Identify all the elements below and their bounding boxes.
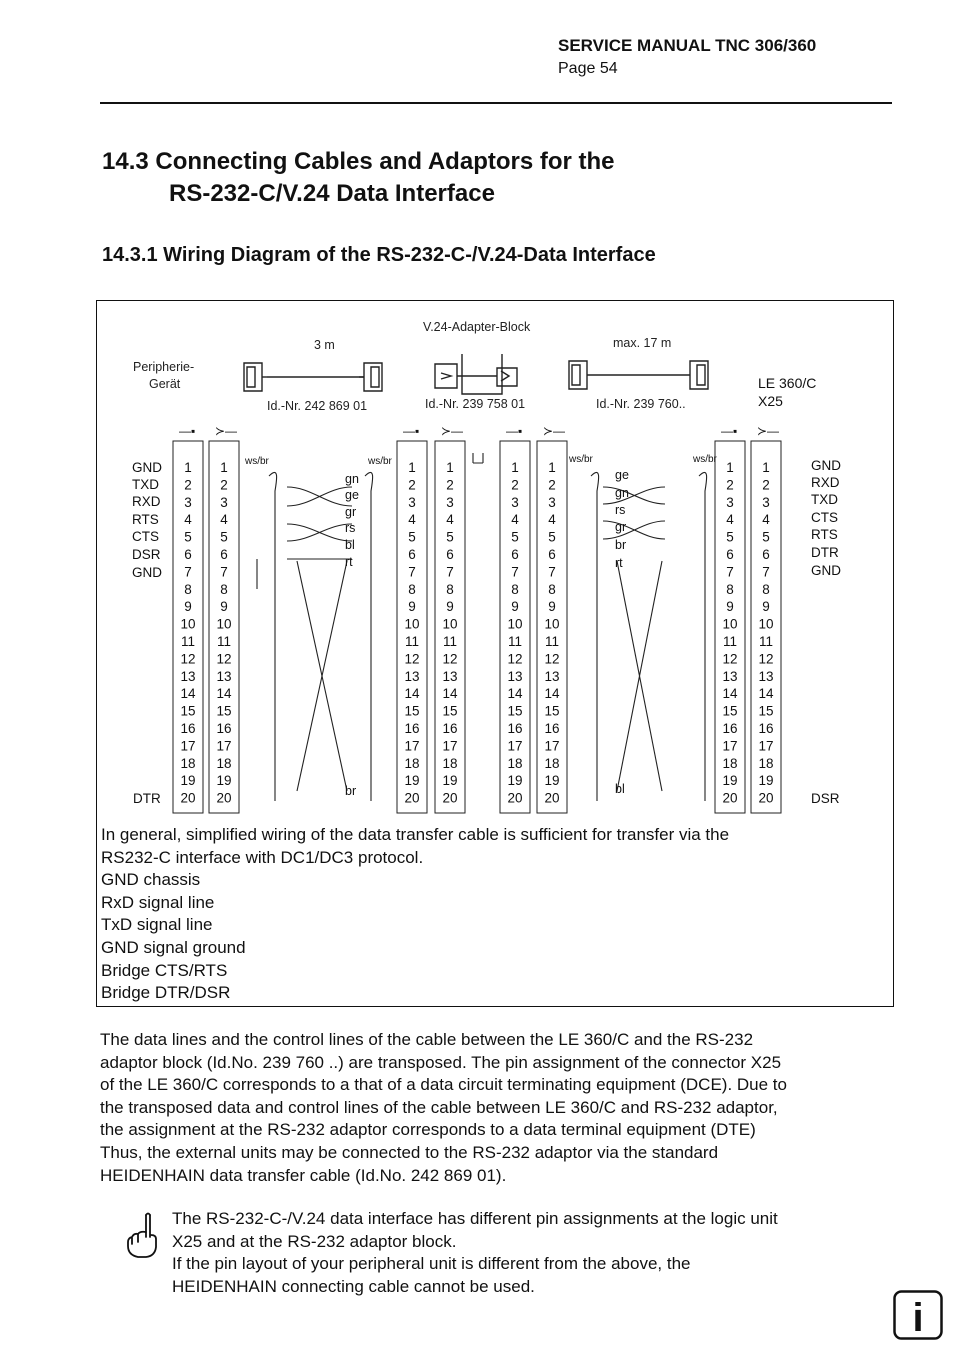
pin-number: 8 — [184, 581, 192, 597]
pin-number: 17 — [442, 738, 458, 754]
left-signal-names — [132, 460, 162, 806]
left-signal: TXD — [132, 477, 159, 492]
pin-number: 17 — [180, 738, 196, 754]
pin-number: 5 — [726, 529, 734, 545]
wire-color-left: bl — [345, 538, 355, 552]
bottom-wire-right: bl — [615, 782, 625, 796]
pin-number: 20 — [758, 790, 774, 806]
pin-number: 15 — [404, 703, 420, 719]
shield-label: ws/br — [569, 454, 593, 465]
pin-number: 14 — [404, 686, 420, 702]
pin-number: 4 — [762, 512, 770, 528]
pin-number: 18 — [404, 755, 420, 771]
pin-number: 9 — [762, 599, 770, 615]
note-line: In general, simplified wiring of the data transfer cable is sufficient for transfer via the — [101, 825, 730, 844]
pin-number: 19 — [507, 773, 523, 789]
pin-number: 3 — [762, 494, 770, 510]
pin-number: 17 — [758, 738, 774, 754]
pin-number: 9 — [726, 599, 734, 615]
page-number: Page 54 — [558, 60, 618, 77]
pin-number: 3 — [446, 494, 454, 510]
pin-number: 9 — [220, 599, 228, 615]
pin-number: 4 — [726, 512, 734, 528]
pin-number: 13 — [404, 668, 420, 684]
pin-number: 2 — [548, 477, 556, 493]
pin-number: 6 — [726, 547, 734, 562]
left-signal-dtr: DTR — [133, 791, 161, 806]
connector-gender-mark: —▪ — [403, 424, 420, 438]
info-icon — [893, 1290, 943, 1340]
left-signal: RXD — [132, 494, 161, 509]
pin-number: 13 — [216, 668, 232, 684]
pin-number: 17 — [216, 738, 232, 754]
pin-number: 7 — [511, 564, 519, 580]
pin-number: 11 — [507, 634, 523, 649]
pin-number: 17 — [544, 738, 560, 754]
pin-number: 20 — [442, 790, 458, 806]
subsection-title: 14.3.1 Wiring Diagram of the RS-232-C-/V.24-Data Interface — [102, 244, 656, 266]
pin-number: 12 — [507, 651, 523, 667]
pin-number: 6 — [446, 547, 454, 562]
pin-number: 17 — [722, 738, 738, 754]
pin-number: 19 — [404, 773, 420, 789]
pin-number: 3 — [408, 494, 416, 510]
right-signal: TXD — [811, 492, 838, 507]
pin-number: 12 — [722, 651, 738, 667]
connector-gender-mark: ≻— — [757, 424, 780, 438]
connector-symbols — [244, 354, 708, 394]
connector-gender-mark: —▪ — [179, 424, 196, 438]
pin-number: 6 — [511, 547, 519, 562]
pin-number: 18 — [216, 755, 232, 771]
pin-number: 11 — [216, 634, 232, 649]
note-line: GND chassis — [101, 870, 201, 890]
pin-number: 15 — [507, 703, 523, 719]
pin-number: 7 — [446, 564, 454, 580]
pin-number: 16 — [404, 721, 420, 736]
pin-number: 14 — [758, 686, 774, 702]
pin-number: 14 — [442, 686, 458, 702]
pin-number: 15 — [544, 703, 560, 719]
pin-number: 4 — [408, 512, 416, 528]
pin-number: 1 — [408, 460, 416, 475]
pin-number: 5 — [762, 529, 770, 545]
wire-color-right: br — [615, 538, 627, 552]
pin-number: 11 — [758, 634, 774, 649]
pin-number: 12 — [758, 651, 774, 667]
unit-label-line2: X25 — [758, 393, 783, 409]
note-box-line: The RS-232-C-/V.24 data interface has different pin assignments at the logic unit — [172, 1209, 778, 1228]
right-signal: RXD — [811, 475, 840, 490]
wire-color-left: gr — [345, 505, 357, 519]
pin-number: 2 — [446, 477, 454, 493]
section-title — [102, 146, 615, 210]
pin-number: 6 — [548, 547, 556, 562]
pin-number: 12 — [216, 651, 232, 667]
pin-number: 9 — [184, 599, 192, 615]
pointing-hand-icon — [126, 1212, 160, 1260]
cable2-length: max. 17 m — [613, 336, 672, 350]
wire-color-right: rt — [615, 556, 623, 570]
shield-label: ws/br — [245, 456, 269, 467]
body-line: HEIDENHAIN data transfer cable (Id.No. 242 869 01). — [100, 1165, 507, 1185]
pin-number: 16 — [507, 721, 523, 736]
right-signal: CTS — [811, 510, 838, 525]
pin-number: 10 — [442, 616, 458, 632]
pin-number: 7 — [548, 564, 556, 580]
pin-number: 19 — [180, 773, 196, 789]
bottom-wire-left: br — [345, 784, 357, 798]
pin-number: 4 — [511, 512, 519, 528]
pin-number: 12 — [442, 651, 458, 667]
pin-number: 4 — [446, 512, 454, 528]
pin-number: 16 — [216, 721, 232, 736]
pin-number: 1 — [220, 460, 228, 475]
diagram-notes — [101, 824, 887, 1005]
adapter-id: Id.-Nr. 239 758 01 — [425, 397, 526, 411]
pin-number: 16 — [544, 721, 560, 736]
pin-number: 15 — [180, 703, 196, 719]
pin-number: 8 — [548, 581, 556, 597]
wire-color-left: ge — [345, 488, 359, 502]
pin-number: 2 — [220, 477, 228, 493]
right-signal: DTR — [811, 545, 839, 560]
right-signal: GND — [811, 563, 841, 578]
pin-number: 8 — [408, 581, 416, 597]
pin-number: 20 — [722, 790, 738, 806]
body-line: the assignment at the RS-232 adaptor corresponds to a data terminal equipment (DTE) — [100, 1120, 756, 1140]
pin-number: 19 — [216, 773, 232, 789]
left-signal: DSR — [132, 547, 161, 562]
body-line: the transposed data and control lines of the cable between LE 360/C and RS-232 adaptor, — [100, 1097, 778, 1117]
pin-number: 7 — [726, 564, 734, 580]
left-signal: GND — [132, 565, 162, 580]
right-signal-names — [811, 458, 841, 806]
pin-number: 18 — [722, 755, 738, 771]
pin-number: 10 — [758, 616, 774, 632]
shield-label: ws/br — [368, 456, 392, 467]
pin-number: 13 — [507, 668, 523, 684]
pin-number: 2 — [511, 477, 519, 493]
adapter-block-label: V.24-Adapter-Block — [423, 320, 531, 334]
connector-gender-mark: ≻— — [543, 424, 566, 438]
wiring-diagram-frame — [96, 300, 894, 1007]
connector-gender-mark: ≻— — [441, 424, 464, 438]
pin-number: 2 — [726, 477, 734, 493]
pin-number: 18 — [758, 755, 774, 771]
shield-label: ws/br — [693, 454, 717, 465]
left-signal: GND — [132, 460, 162, 475]
pin-number: 18 — [180, 755, 196, 771]
pin-number: 3 — [548, 494, 556, 510]
pin-number: 1 — [446, 460, 454, 475]
wire-color-labels — [345, 468, 629, 798]
pin-number: 10 — [180, 616, 196, 632]
pin-number: 10 — [404, 616, 420, 632]
pin-number: 18 — [544, 755, 560, 771]
pin-number: 4 — [184, 512, 192, 528]
pin-number: 5 — [408, 529, 416, 545]
pin-number: 1 — [726, 460, 734, 475]
left-signal: RTS — [132, 512, 159, 527]
wire-color-left: rt — [345, 555, 353, 569]
pin-number: 8 — [726, 581, 734, 597]
unit-label-line1: LE 360/C — [758, 375, 817, 391]
pin-number: 10 — [544, 616, 560, 632]
pin-number: 2 — [762, 477, 770, 493]
pin-number: 1 — [548, 460, 556, 475]
header-rule — [100, 102, 892, 104]
pin-number: 17 — [404, 738, 420, 754]
pin-number: 9 — [408, 599, 416, 615]
pin-number: 3 — [220, 494, 228, 510]
wire-color-right: gr — [615, 520, 627, 534]
pin-number: 13 — [722, 668, 738, 684]
pin-number: 13 — [544, 668, 560, 684]
pin-number: 13 — [758, 668, 774, 684]
pin-number: 19 — [544, 773, 560, 789]
wire-lines — [257, 453, 707, 801]
pin-number: 15 — [758, 703, 774, 719]
body-line: The data lines and the control lines of the cable between the LE 360/C and the RS-232 — [100, 1030, 754, 1049]
wire-color-right: rs — [615, 503, 626, 517]
pin-number: 10 — [216, 616, 232, 632]
pin-number: 12 — [404, 651, 420, 667]
pin-number: 14 — [507, 686, 523, 702]
pin-number: 10 — [507, 616, 523, 632]
pin-number: 13 — [180, 668, 196, 684]
note-box-line: If the pin layout of your peripheral unit is different from the above, the — [172, 1254, 691, 1274]
pin-number: 9 — [511, 599, 519, 615]
pin-number: 7 — [184, 564, 192, 580]
pin-number: 6 — [184, 547, 192, 562]
pin-number: 19 — [442, 773, 458, 789]
body-paragraph — [100, 1029, 892, 1187]
pin-number: 11 — [544, 634, 560, 649]
pin-number: 5 — [220, 529, 228, 545]
note-line: Bridge CTS/RTS — [101, 960, 228, 980]
note-line: GND signal ground — [101, 937, 246, 957]
body-line: adaptor block (Id.No. 239 760 ..) are transposed. The pin assignment of the connector X25 — [100, 1052, 782, 1072]
pin-number: 9 — [446, 599, 454, 615]
right-signal: GND — [811, 458, 841, 473]
pin-number: 2 — [408, 477, 416, 493]
wire-color-right: ge — [615, 468, 629, 482]
pin-number: 3 — [184, 494, 192, 510]
pin-number: 13 — [442, 668, 458, 684]
pin-number: 11 — [404, 634, 420, 649]
warning-note — [172, 1208, 892, 1298]
pin-number: 7 — [220, 564, 228, 580]
pin-number: 16 — [442, 721, 458, 736]
wire-color-left: rs — [345, 521, 356, 535]
pin-number: 1 — [762, 460, 770, 475]
pin-number: 16 — [758, 721, 774, 736]
pin-number: 7 — [408, 564, 416, 580]
pin-number: 6 — [408, 547, 416, 562]
shield-labels — [244, 454, 718, 467]
cable1-id: Id.-Nr. 242 869 01 — [267, 399, 368, 413]
body-line: Thus, the external units may be connected to the RS-232 adaptor via the standard — [100, 1142, 719, 1162]
pin-number: 4 — [548, 512, 556, 528]
connector-gender-mark: ≻— — [215, 424, 238, 438]
pin-number: 19 — [722, 773, 738, 789]
right-signal: RTS — [811, 527, 838, 542]
manual-title: SERVICE MANUAL TNC 306/360 — [558, 36, 817, 55]
pin-number: 1 — [511, 460, 519, 475]
peripheral-label-line1: Peripherie- — [133, 360, 195, 374]
pin-number: 9 — [548, 599, 556, 615]
peripheral-label-line2: Gerät — [149, 377, 181, 391]
pin-number: 15 — [442, 703, 458, 719]
pin-number: 14 — [722, 686, 738, 702]
pin-number: 7 — [762, 564, 770, 580]
pin-number: 10 — [722, 616, 738, 632]
left-signal: CTS — [132, 529, 159, 544]
pin-number: 15 — [722, 703, 738, 719]
pin-number: 6 — [220, 547, 228, 562]
pin-number: 12 — [180, 651, 196, 667]
pin-number: 20 — [544, 790, 560, 806]
section-title-line2: RS-232-C/V.24 Data Interface — [169, 180, 495, 207]
note-line: TxD signal line — [101, 915, 213, 935]
pin-number: 19 — [758, 773, 774, 789]
pin-number: 8 — [220, 581, 228, 597]
pin-number: 5 — [511, 529, 519, 545]
cable2-id: Id.-Nr. 239 760.. — [596, 397, 686, 411]
pin-number: 5 — [184, 529, 192, 545]
pin-number: 8 — [762, 581, 770, 597]
pin-number: 16 — [722, 721, 738, 736]
pin-number: 17 — [507, 738, 523, 754]
pin-number: 8 — [511, 581, 519, 597]
note-line: RS232-C interface with DC1/DC3 protocol. — [101, 847, 424, 867]
note-box-line: HEIDENHAIN connecting cable cannot be used. — [172, 1276, 535, 1296]
pin-number: 11 — [442, 634, 458, 649]
pin-number: 3 — [511, 494, 519, 510]
right-signal-dsr: DSR — [811, 791, 840, 806]
pin-number: 5 — [446, 529, 454, 545]
note-line: Bridge DTR/DSR — [101, 983, 231, 1003]
pin-number: 16 — [180, 721, 196, 736]
wiring-diagram — [97, 301, 893, 821]
pin-number: 11 — [180, 634, 196, 649]
connector-gender-mark: —▪ — [506, 424, 523, 438]
pin-number: 18 — [442, 755, 458, 771]
note-line: RxD signal line — [101, 892, 215, 912]
pin-number: 14 — [216, 686, 232, 702]
pin-number: 12 — [544, 651, 560, 667]
pin-number: 20 — [507, 790, 523, 806]
pin-number: 11 — [722, 634, 738, 649]
pin-number: 8 — [446, 581, 454, 597]
pin-number: 15 — [216, 703, 232, 719]
pin-number: 4 — [220, 512, 228, 528]
pin-number: 3 — [726, 494, 734, 510]
pin-columns — [173, 424, 781, 813]
wire-color-right: gn — [615, 486, 629, 500]
pin-number: 5 — [548, 529, 556, 545]
pin-number: 14 — [180, 686, 196, 702]
pin-number: 20 — [216, 790, 232, 806]
connector-gender-mark: —▪ — [721, 424, 738, 438]
pin-number: 18 — [507, 755, 523, 771]
pin-number: 14 — [544, 686, 560, 702]
wire-color-left: gn — [345, 472, 359, 486]
section-title-line1: 14.3 Connecting Cables and Adaptors for the — [102, 148, 615, 175]
info-icon-glyph: i — [912, 1296, 924, 1340]
pin-number: 2 — [184, 477, 192, 493]
pin-number: 20 — [180, 790, 196, 806]
cable1-length: 3 m — [314, 338, 335, 352]
pin-number: 1 — [184, 460, 192, 475]
body-line: of the LE 360/C corresponds to a that of a data circuit terminating equipment (DCE). Due to — [100, 1075, 787, 1095]
pin-number: 20 — [404, 790, 420, 806]
note-box-line: X25 and at the RS-232 adaptor block. — [172, 1231, 457, 1251]
pin-number: 6 — [762, 547, 770, 562]
